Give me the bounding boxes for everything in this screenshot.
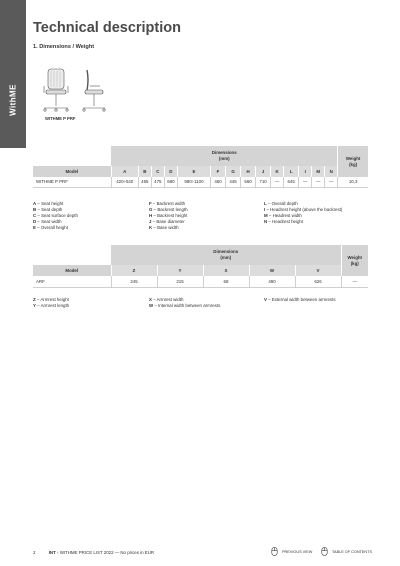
breadcrumb-prefix: INT	[48, 550, 56, 555]
value-a: 420÷540	[111, 177, 138, 187]
legend-dash: –	[151, 297, 157, 302]
legend2-column-3	[264, 297, 336, 303]
legend-key: B	[33, 207, 37, 212]
value-z: 245	[111, 276, 157, 287]
legend-text: Overall height	[40, 225, 68, 230]
legend-text: Armrest height	[40, 297, 69, 302]
value-g: 445	[226, 177, 241, 187]
value-h: 560	[241, 177, 256, 187]
value-m: —	[312, 177, 325, 187]
legend-key: K	[149, 225, 153, 230]
legend-dash: –	[152, 207, 158, 212]
legend-dash: –	[152, 225, 158, 230]
model-name: WITHME P PRF	[33, 177, 111, 187]
legend-key: J	[149, 219, 152, 224]
value-b: 455	[138, 177, 151, 187]
legend-key: Z	[33, 297, 36, 302]
legend-text: External width between armrests	[271, 297, 336, 302]
column-header-f: F	[210, 166, 225, 177]
legend-key: E	[33, 225, 36, 230]
legend-dash: –	[36, 219, 42, 224]
legend-key: N	[264, 219, 268, 224]
side-tab-label: WithME	[8, 84, 18, 116]
legend-text: Backrest length	[157, 207, 188, 212]
legend-item	[264, 297, 336, 303]
legend-dash: –	[151, 219, 157, 224]
column-header-c: C	[151, 166, 164, 177]
legend-item	[33, 303, 69, 309]
value-f: 460	[210, 177, 225, 187]
legend-column-2	[149, 201, 188, 231]
previous-view-link[interactable]	[270, 547, 312, 556]
column-header-m: M	[312, 166, 325, 177]
column-header-l: L	[284, 166, 299, 177]
legend-key: F	[149, 201, 152, 206]
legend-dash: –	[265, 207, 271, 212]
legend-text: Base diameter	[156, 219, 185, 224]
dimensions-table-chair	[33, 146, 368, 188]
chair-front-view	[44, 69, 68, 111]
legend-key: I	[264, 207, 266, 212]
legend-key: M	[264, 213, 268, 218]
legend-key: L	[264, 201, 267, 206]
value-k: —	[271, 177, 284, 187]
legend-dash: –	[35, 225, 41, 230]
weight-value: —	[341, 276, 368, 287]
table-corner	[33, 245, 111, 265]
legend-text: Armrest length	[40, 303, 70, 308]
legend-text: Base width	[157, 225, 179, 230]
legend-dash: –	[266, 201, 272, 206]
legend-dash: –	[151, 201, 157, 206]
legend-dash: –	[35, 297, 41, 302]
value-i: —	[299, 177, 312, 187]
model-name: ARF	[33, 276, 111, 287]
table-of-contents-label: TABLE OF CONTENTS	[332, 549, 373, 554]
value-c: 475	[151, 177, 164, 187]
column-header-y: Y	[157, 265, 203, 276]
legend-text: Headrest width	[272, 213, 302, 218]
value-j: 710	[256, 177, 271, 187]
page-number: 2	[33, 550, 36, 555]
breadcrumb-separator: ›	[57, 550, 60, 555]
column-header-w: W	[249, 265, 295, 276]
table-corner	[33, 146, 111, 166]
value-l: 645	[284, 177, 299, 187]
legend-dash: –	[36, 213, 42, 218]
legend-key: H	[149, 213, 153, 218]
legend-item	[149, 303, 220, 309]
model-header: Model	[33, 166, 111, 177]
value-n: —	[325, 177, 338, 187]
weight-value: 10,3	[338, 177, 368, 187]
dimensions-header: Dimensions (mm)	[111, 146, 338, 166]
legend-text: Backrest width	[156, 201, 186, 206]
legend-text: Seat height	[41, 201, 64, 206]
legend-key: W	[149, 303, 154, 308]
legend-dash: –	[36, 207, 42, 212]
legend-item	[149, 225, 188, 231]
column-header-e: E	[177, 166, 210, 177]
legend-dash: –	[267, 219, 273, 224]
legend2-column-2	[149, 297, 220, 309]
breadcrumb: WITHME PRICE LIST 2022 — No prices in EUR	[59, 550, 155, 555]
legend-dash: –	[35, 303, 41, 308]
weight-header: Weight (kg)	[341, 245, 368, 276]
column-header-d: D	[164, 166, 177, 177]
dimensions-header: Dimensions (mm)	[111, 245, 341, 265]
column-header-j: J	[256, 166, 271, 177]
table-of-contents-link[interactable]	[320, 547, 372, 556]
legend2-column-1	[33, 297, 69, 309]
legend-dash: –	[36, 201, 42, 206]
model-header: Model	[33, 265, 111, 276]
mouse-icon	[320, 547, 329, 556]
footer-left	[33, 550, 154, 555]
section-title: 1. Dimensions / Weight	[33, 44, 95, 50]
legend-key: X	[149, 297, 152, 302]
legend-text: Headrest height	[272, 219, 304, 224]
column-header-i: I	[299, 166, 312, 177]
legend-dash: –	[153, 303, 159, 308]
legend-item	[33, 225, 78, 231]
chair-caption: WITHME P PRF	[45, 116, 76, 121]
side-tab	[0, 0, 26, 148]
mouse-icon	[270, 547, 279, 556]
legend-dash: –	[152, 213, 158, 218]
legend-text: Seat surface depth	[41, 213, 78, 218]
column-header-z: Z	[111, 265, 157, 276]
column-header-a: A	[111, 166, 138, 177]
value-d: 680	[164, 177, 177, 187]
previous-view-label: PREVIOUS VIEW	[282, 549, 313, 554]
value-e: 980÷1100	[177, 177, 210, 187]
value-w: 490	[249, 276, 295, 287]
legend-key: C	[33, 213, 37, 218]
column-header-k: K	[271, 166, 284, 177]
column-header-n: N	[325, 166, 338, 177]
legend-text: Overall depth	[271, 201, 298, 206]
legend-dash: –	[266, 297, 272, 302]
column-header-b: B	[138, 166, 151, 177]
weight-header: Weight (kg)	[338, 146, 368, 177]
legend-column-1	[33, 201, 78, 231]
legend-text: Backrest height	[157, 213, 188, 218]
column-header-x: X	[203, 265, 249, 276]
column-header-h: H	[241, 166, 256, 177]
page-title: Technical description	[33, 20, 181, 36]
value-y: 215	[157, 276, 203, 287]
legend-text: Armrest width	[156, 297, 184, 302]
legend-key: Y	[33, 303, 36, 308]
legend-column-3	[264, 201, 342, 225]
legend-text: Seat depth	[41, 207, 63, 212]
legend-text: Seat width	[41, 219, 62, 224]
value-x: 68	[203, 276, 249, 287]
legend-item	[264, 219, 342, 225]
legend-dash: –	[267, 213, 273, 218]
legend-key: G	[149, 207, 153, 212]
value-v: 626	[295, 276, 341, 287]
dimensions-table-armrest	[33, 245, 368, 288]
column-header-g: G	[226, 166, 241, 177]
legend-text: Headrest height (above the backrest)	[270, 207, 343, 212]
legend-key: A	[33, 201, 37, 206]
chair-side-view	[83, 70, 105, 111]
chair-drawing	[40, 66, 110, 114]
legend-key: V	[264, 297, 267, 302]
legend-key: D	[33, 219, 37, 224]
legend-text: Internal width between armrests	[158, 303, 221, 308]
column-header-v: V	[295, 265, 341, 276]
